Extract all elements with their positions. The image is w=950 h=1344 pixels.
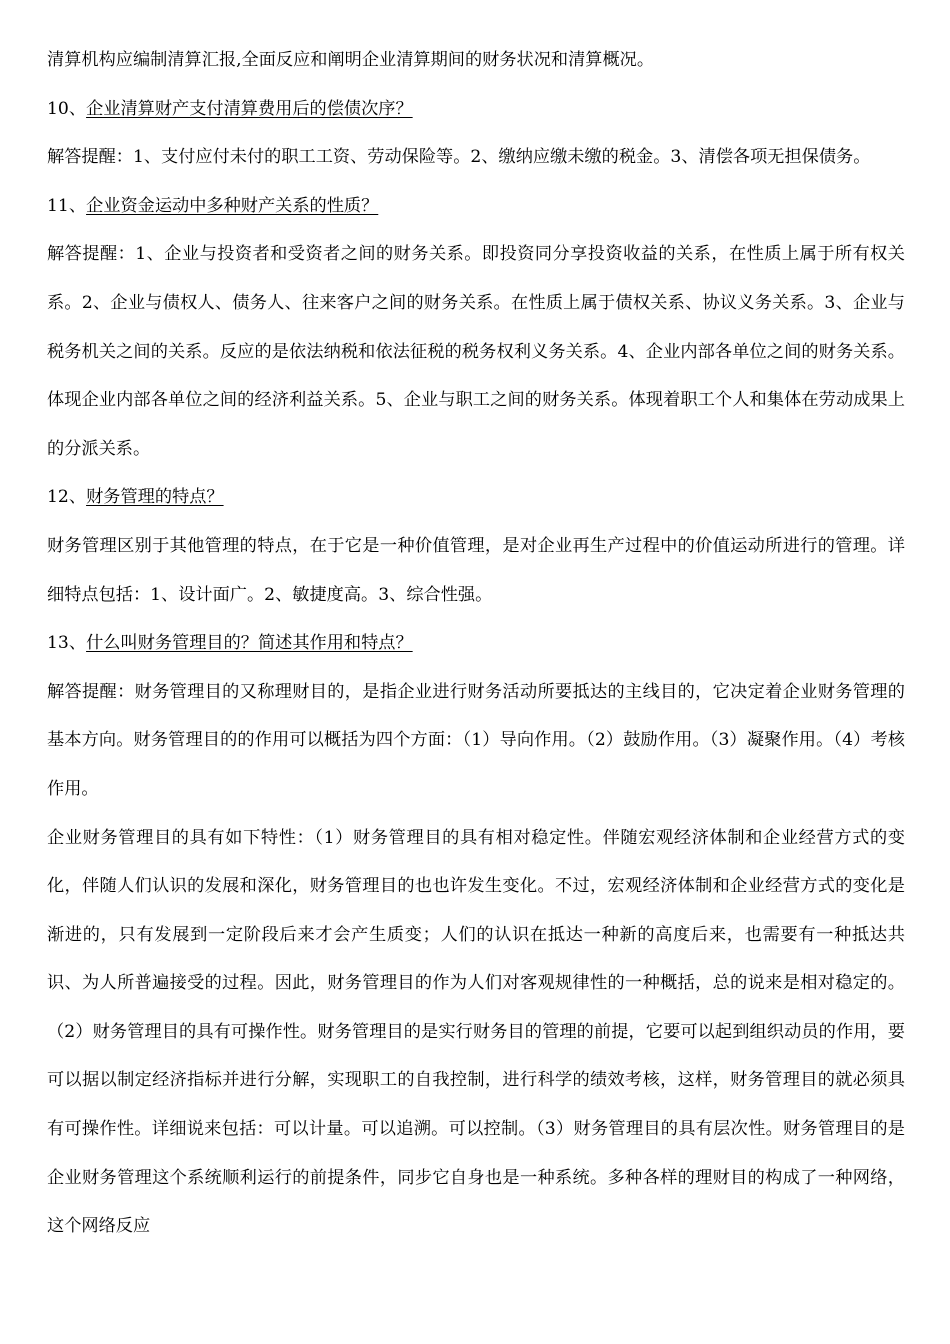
question-13 [47,619,905,668]
question-11 [47,182,905,231]
question-10-text: 企业清算财产支付清算费用后的偿债次序？ [86,98,413,119]
answer-13: 解答提醒：财务管理目的又称理财目的，是指企业进行财务活动所要抵达的主线目的，它决定着企业财务管理的基本方向。财务管理目的的作用可以概括为四个方面：（1）导向作用。（2）鼓励作用。（3）凝聚作用。（4）考核作用。 [47,681,905,799]
question-12 [47,473,905,522]
document-page [47,36,905,1251]
question-11-text: 企业资金运动中多种财产关系的性质？ [86,195,379,216]
answer-10: 解答提醒：1、支付应付未付的职工工资、劳动保险等。2、缴纳应缴未缴的税金。3、清偿各项无担保债务。 [47,147,871,168]
answer-13-continuation: 企业财务管理目的具有如下特性：（1）财务管理目的具有相对稳定性。伴随宏观经济体制和企业经营方式的变化，伴随人们认识的发展和深化，财务管理目的也也许发生变化。不过，宏观经济体制和企业经营方式的变化是渐进的，只有发展到一定阶段后来才会产生质变；人们的认识在抵达一种新的高度后来，也需要有一种抵达共识、为人所普遍接受的过程。因此，财务管理目的作为人们对客观规律性的一种概括，总的说来是相对稳定的。（2）财务管理目的具有可操作性。财务管理目的是实行财务目的管理的前提，它要可以起到组织动员的作用，要可以据以制定经济指标并进行分解，实现职工的自我控制，进行科学的绩效考核，这样，财务管理目的就必须具有可操作性。详细说来包括：可以计量。可以追溯。可以控制。（3）财务管理目的具有层次性。财务管理目的是企业财务管理这个系统顺利运行的前提条件，同步它自身也是一种系统。多种各样的理财目的构成了一种网络，这个网络反应 [47,827,905,1237]
answer-11: 解答提醒：1、企业与投资者和受资者之间的财务关系。即投资同分享投资收益的关系，在性质上属于所有权关系。2、企业与债权人、债务人、往来客户之间的财务关系。在性质上属于债权关系、协议义务关系。3、企业与税务机关之间的关系。反应的是依法纳税和依法征税的税务权利义务关系。4、企业内部各单位之间的财务关系。体现企业内部各单位之间的经济利益关系。5、企业与职工之间的财务关系。体现着职工个人和集体在劳动成果上的分派关系。 [47,244,905,459]
question-13-number: 13、 [47,633,87,654]
answer-12: 财务管理区别于其他管理的特点，在于它是一种价值管理，是对企业再生产过程中的价值运动所进行的管理。详细特点包括：1、设计面广。2、敏捷度高。3、综合性强。 [47,535,905,605]
question-11-number: 11、 [47,195,87,216]
question-10 [47,85,905,134]
question-10-number: 10、 [47,98,87,119]
question-13-text: 什么叫财务管理目的？简述其作用和特点？ [86,633,413,654]
question-12-text: 财务管理的特点？ [86,487,224,508]
question-12-number: 12、 [47,487,87,508]
intro-paragraph: 清算机构应编制清算汇报,全面反应和阐明企业清算期间的财务状况和清算概况。 [47,50,655,70]
